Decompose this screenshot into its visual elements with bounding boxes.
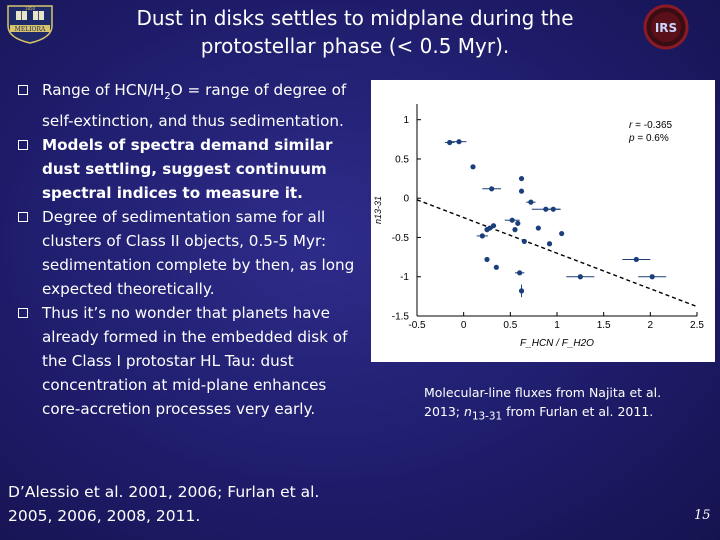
data-point bbox=[491, 223, 496, 228]
data-point bbox=[484, 257, 489, 262]
references-line-1: D’Alessio et al. 2001, 2006; Furlan et al. bbox=[8, 483, 320, 501]
correlation-r-annotation: r = -0.365 bbox=[629, 120, 673, 131]
y-axis-label: n13-31 bbox=[373, 195, 383, 225]
university-seal-logo bbox=[4, 4, 56, 44]
page-number: 15 bbox=[694, 508, 711, 523]
bullet-text: Degree of sedimentation same for all clusters of Class II objects, 0.5-5 Myr: sedimentation complete by then, as long expected theoretically. bbox=[42, 208, 355, 299]
slide-title bbox=[70, 4, 640, 60]
data-point bbox=[528, 200, 533, 205]
bullet-text-post: O = range of degree of self-extinction, and thus sedimentation. bbox=[42, 81, 347, 131]
title-line-1: Dust in disks settles to midplane during the bbox=[136, 6, 574, 30]
x-tick-label: 2.5 bbox=[690, 320, 704, 331]
bullet-box-icon bbox=[18, 85, 28, 95]
data-point bbox=[522, 239, 527, 244]
figure-caption bbox=[424, 383, 714, 427]
bullet-text-pre: Range of HCN/H bbox=[42, 81, 165, 99]
scatter-plot-panel bbox=[371, 80, 715, 362]
correlation-p-annotation: p = 0.6% bbox=[629, 133, 669, 144]
data-point bbox=[515, 221, 520, 226]
y-tick-label: 0.5 bbox=[395, 154, 409, 166]
data-point bbox=[547, 241, 552, 246]
references-line-2: 2005, 2006, 2008, 2011. bbox=[8, 507, 201, 525]
x-axis-label: F_HCN / F_H2O bbox=[520, 338, 594, 349]
data-point bbox=[559, 231, 564, 236]
x-tick-label: 1.5 bbox=[596, 320, 611, 331]
x-tick-label: 1 bbox=[554, 320, 560, 331]
data-point bbox=[512, 227, 517, 232]
x-tick-label: 0 bbox=[460, 320, 467, 331]
bullet-item bbox=[18, 301, 363, 421]
data-point bbox=[551, 207, 556, 212]
data-point bbox=[519, 176, 524, 181]
data-point bbox=[447, 140, 452, 145]
bullet-item bbox=[18, 133, 363, 205]
bullet-text-subscript: 2 bbox=[164, 91, 171, 103]
data-point bbox=[510, 218, 515, 223]
y-tick-label: -1.5 bbox=[391, 311, 409, 323]
y-tick-label: -1 bbox=[400, 272, 409, 284]
references bbox=[8, 480, 358, 528]
trend-line bbox=[417, 200, 697, 307]
data-point bbox=[456, 139, 461, 144]
institute-logo bbox=[643, 4, 689, 50]
bullet-box-icon bbox=[18, 140, 28, 150]
x-tick-label: -0.5 bbox=[408, 320, 426, 331]
data-point bbox=[494, 265, 499, 270]
caption-n-subscript: 13-31 bbox=[471, 410, 503, 423]
data-point bbox=[489, 186, 494, 191]
data-point bbox=[480, 233, 485, 238]
caption-line-2-pre: 2013; bbox=[424, 404, 464, 419]
data-point bbox=[634, 257, 639, 262]
x-tick-label: 2 bbox=[647, 320, 654, 331]
data-point bbox=[578, 274, 583, 279]
seal-year-text: 1850 bbox=[24, 6, 36, 11]
seal-motto-text: MELIORA bbox=[14, 26, 46, 33]
bullet-box-icon bbox=[18, 308, 28, 318]
data-point bbox=[517, 270, 522, 275]
data-point bbox=[470, 164, 475, 169]
caption-n-symbol: n bbox=[464, 404, 472, 419]
y-tick-label: 1 bbox=[403, 115, 409, 127]
data-point bbox=[536, 225, 541, 230]
data-point bbox=[519, 189, 524, 194]
scatter-plot bbox=[371, 80, 715, 362]
title-line-2: protostellar phase (< 0.5 Myr). bbox=[200, 34, 510, 58]
bullet-box-icon bbox=[18, 212, 28, 222]
bullet-item bbox=[18, 205, 363, 301]
y-tick-label: -0.5 bbox=[391, 232, 409, 244]
data-point bbox=[519, 288, 524, 293]
y-tick-label: 0 bbox=[403, 193, 409, 205]
bullet-item bbox=[18, 78, 363, 133]
bullet-text: Thus it’s no wonder that planets have already formed in the embedded disk of the Class I protostar HL Tau: dust concentration at mid-plane enhances core-accretion processes very early. bbox=[42, 304, 348, 419]
caption-line-2-post: from Furlan et al. 2011. bbox=[502, 404, 654, 419]
x-tick-label: 0.5 bbox=[503, 320, 518, 331]
caption-line-1: Molecular-line fluxes from Najita et al. bbox=[424, 385, 662, 400]
bullet-text: Models of spectra demand similar dust settling, suggest continuum spectral indices to measure it. bbox=[42, 136, 333, 203]
institute-logo-text: IRS bbox=[654, 21, 678, 35]
bullet-list bbox=[18, 78, 363, 421]
data-point bbox=[650, 274, 655, 279]
